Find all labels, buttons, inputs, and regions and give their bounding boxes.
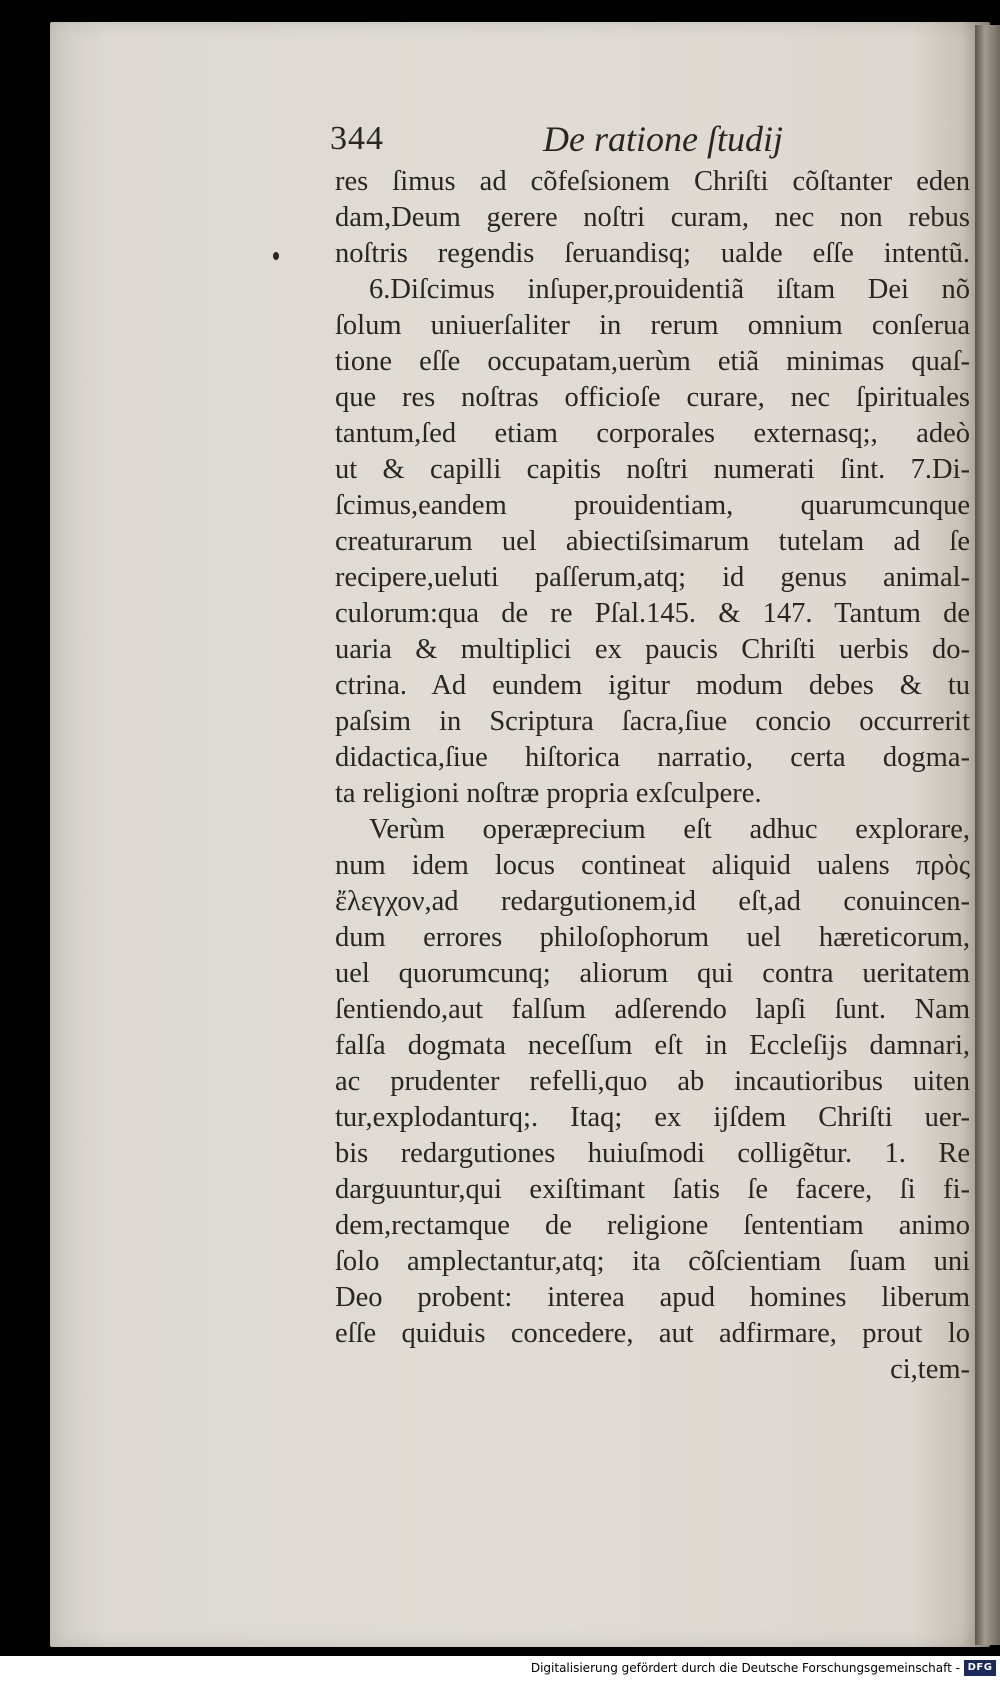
text-line: falſa dogmata neceſſum eſt in Eccleſijs damnari, [335,1030,970,1061]
text-line: tantum,ſed etiam corporales externasq;, adeò [335,418,970,449]
catchword: ci,tem- [890,1354,970,1385]
text-line: recipere,ueluti paſſerum,atq; id genus animal- [335,562,970,593]
text-line: num idem locus contineat aliquid ualens πρὸς [335,850,970,881]
page-edge [975,25,1000,1645]
text-line: uaria & multiplici ex paucis Chriſti uerbis do- [335,634,970,665]
text-line: Verùm operæprecium eſt adhuc explorare, [369,814,970,845]
text-line: creaturarum uel abiectiſsimarum tutelam ad ſe [335,526,970,557]
text-line: que res noſtras officioſe curare, nec ſpirituales [335,382,970,413]
text-line: culorum:qua de re Pſal.145. & 147. Tantum de [335,598,970,629]
text-line: eſſe quiduis concedere, aut adfirmare, prout lo [335,1318,970,1349]
margin-mark [273,252,279,260]
text-line: noſtris regendis ſeruandisq; ualde eſſe intentũ. [335,238,970,269]
text-line: ut & capilli capitis noſtri numerati ſint. 7.Di- [335,454,970,485]
text-line: ſolum uniuerſaliter in rerum omnium conſerua [335,310,970,341]
text-line: dam,Deum gerere noſtri curam, nec non rebus [335,202,970,233]
text-line: ſentiendo,aut falſum adſerendo lapſi ſunt. Nam [335,994,970,1025]
text-line: ſcimus,eandem prouidentiam, quarumcunque [335,490,970,521]
text-line: uel quorumcunq; aliorum qui contra ueritatem [335,958,970,989]
text-line: ἔλεγχον,ad redargutionem,id eſt,ad conuincen- [335,886,970,917]
text-line: 6.Diſcimus inſuper,prouidentiã iſtam Dei nõ [369,274,970,305]
text-block [330,119,970,1388]
text-line: dem,rectamque de religione ſententiam animo [335,1210,970,1241]
dfg-logo: DFG [964,1660,996,1676]
text-line: tione eſſe occupatam,uerùm etiã minimas quaſ- [335,346,970,377]
text-line: paſsim in Scriptura ſacra,ſiue concio occurrerit [335,706,970,737]
text-line: Deo probent: interea apud homines liberum [335,1282,970,1313]
running-title: De ratione ſtudij [543,119,783,159]
text-line: dum errores philoſophorum uel hæreticorum, [335,922,970,953]
text-line: didactica,ſiue hiſtorica narratio, certa dogma- [335,742,970,773]
text-line: ctrina. Ad eundem igitur modum debes & tu [335,670,970,701]
text-line: tur,explodanturq;. Itaq; ex ijſdem Chriſti uer- [335,1102,970,1133]
text-line: res ſimus ad cõfeſsionem Chriſti cõſtanter eden [335,166,970,197]
digitization-footer [0,1656,1000,1684]
page-number: 344 [330,120,384,157]
text-line: darguuntur,qui exiſtimant ſatis ſe facere, ſi fi- [335,1174,970,1205]
running-head [330,119,970,164]
text-line: ta religioni noſtræ propria exſculpere. [335,778,762,809]
text-line: ac prudenter refelli,quo ab incautioribus uiten [335,1066,970,1097]
text-line: bis redargutiones huiuſmodi colligẽtur. 1. Re [335,1138,970,1169]
text-line: ſolo amplectantur,atq; ita cõſcientiam ſuam uni [335,1246,970,1277]
footer-credit: Digitalisierung gefördert durch die Deutsche Forschungsgemeinschaft - [530,1661,960,1675]
